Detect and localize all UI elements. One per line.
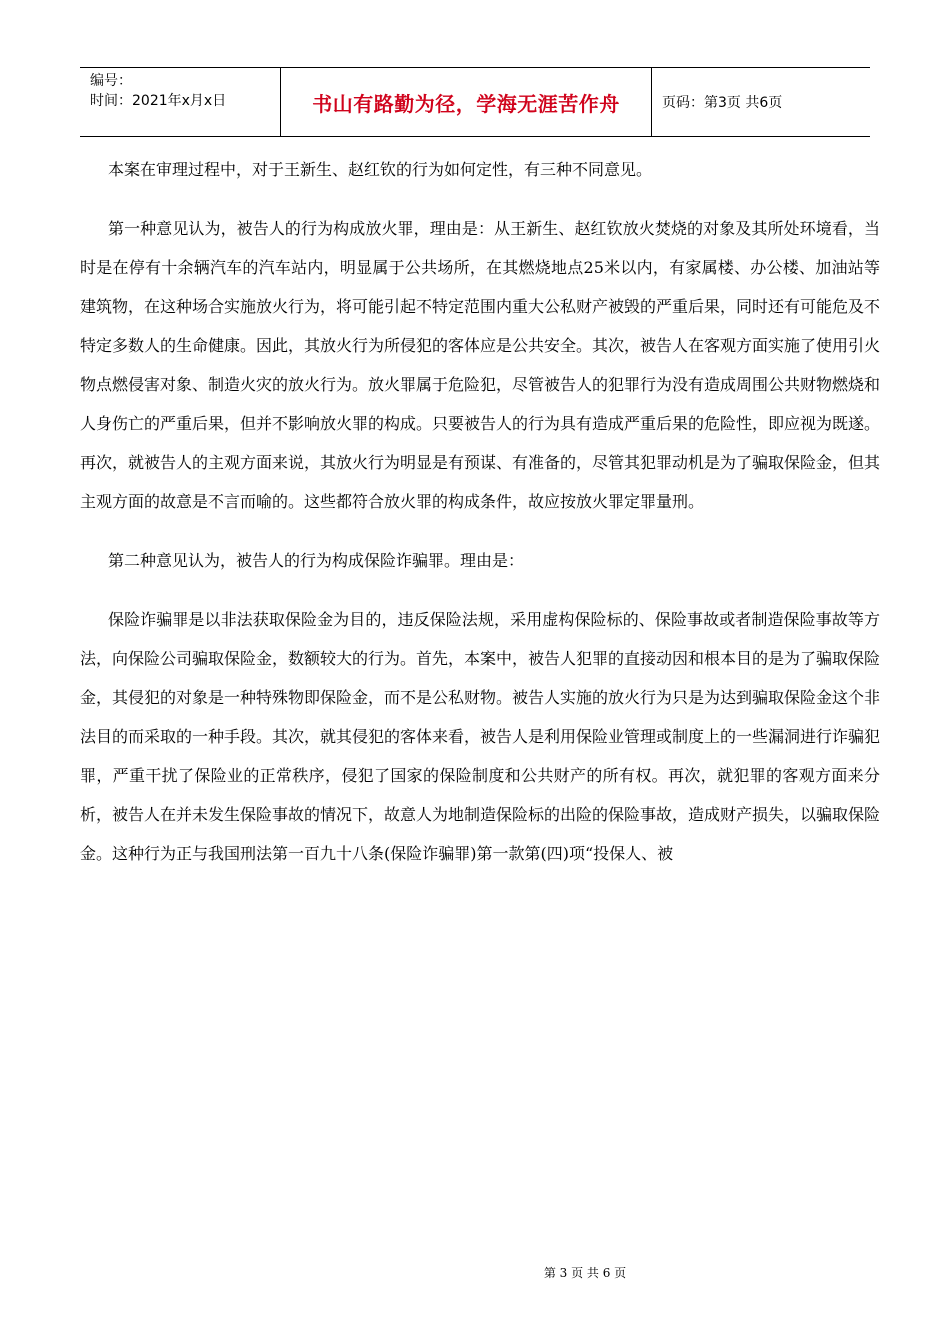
paragraph-intro: 本案在审理过程中，对于王新生、赵红钦的行为如何定性，有三种不同意见。 — [108, 160, 653, 179]
page-header — [80, 67, 870, 137]
document-date: 时间：2021年x月x日 — [90, 93, 227, 109]
header-meta — [80, 68, 281, 136]
document-number-label: 编号： — [90, 73, 132, 89]
paragraph-opinion-two: 第二种意见认为，被告人的行为构成保险诈骗罪。理由是： — [108, 551, 525, 570]
page-footer: 第 3 页 共 6 页 — [543, 1266, 627, 1280]
header-page-info: 页码：第3页 共6页 — [662, 95, 783, 111]
paragraph-insurance-fraud: 保险诈骗罪是以非法获取保险金为目的，违反保险法规，采用虚构保险标的、保险事故或者制造保险事故等方法，向保险公司骗取保险金，数额较大的行为。首先，本案中，被告人犯罪的直接动因和根本目的是为了骗取保险金，其侵犯的对象是一种特殊物即保险金，而不是公私财物。被告人实施的放火行为只是为达到骗取保险金这个非法目的而采取的一种手段。其次，就其侵犯的客体来看，被告人是利用保险业管理或制度上的一些漏洞进行诈骗犯罪，严重干扰了保险业的正常秩序，侵犯了国家的保险制度和公共财产的所有权。再次，就犯罪的客观方面来分析，被告人在并未发生保险事故的情况下，故意人为地制造保险标的出险的保险事故，造成财产损失，以骗取保险金。这种行为正与我国刑法第一百九十八条(保险诈骗罪)第一款第(四)项“投保人、被 — [80, 610, 881, 863]
document-body — [80, 150, 880, 893]
header-motto: 书山有路勤为径，学海无涯苦作舟 — [281, 68, 652, 136]
paragraph-opinion-one: 第一种意见认为，被告人的行为构成放火罪，理由是：从王新生、赵红钦放火焚烧的对象及其所处环境看，当时是在停有十余辆汽车的汽车站内，明显属于公共场所，在其燃烧地点25米以内，有家属楼、办公楼、加油站等建筑物，在这种场合实施放火行为，将可能引起不特定范围内重大公私财产被毁的严重后果，同时还有可能危及不特定多数人的生命健康。因此，其放火行为所侵犯的客体应是公共安全。其次，被告人在客观方面实施了使用引火物点燃侵害对象、制造火灾的放火行为。放火罪属于危险犯，尽管被告人的犯罪行为没有造成周围公共财物燃烧和人身伤亡的严重后果，但并不影响放火罪的构成。只要被告人的行为具有造成严重后果的危险性，即应视为既遂。再次，就被告人的主观方面来说，其放火行为明显是有预谋、有准备的，尽管其犯罪动机是为了骗取保险金，但其主观方面的故意是不言而喻的。这些都符合放火罪的构成条件，故应按放火罪定罪量刑。 — [80, 219, 881, 511]
